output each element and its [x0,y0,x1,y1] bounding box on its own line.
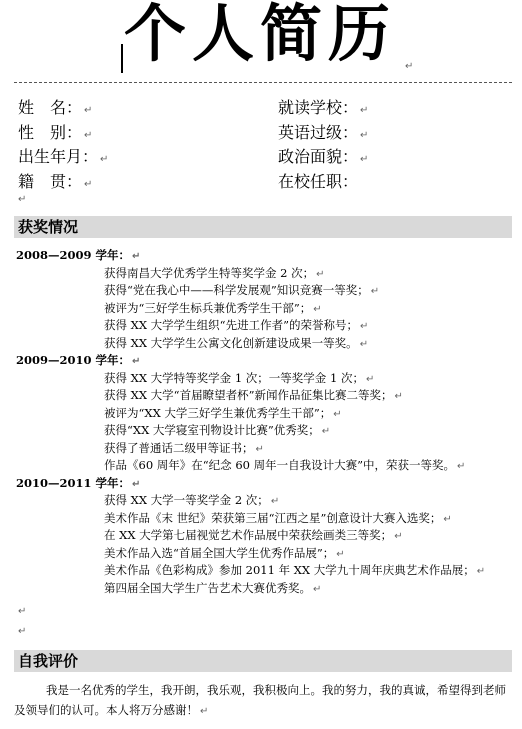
paragraph-mark-icon: ↵ [84,105,93,116]
paragraph-mark-icon: ↵ [360,154,369,165]
paragraph-mark-icon: ↵ [313,303,322,315]
awards-heading: 获奖情况 [18,218,79,236]
award-text: 获得 XX 大学“首届瞭望者杯”新闻作品征集比赛二等奖； [104,388,393,402]
label-english: 英语过级： [278,122,359,142]
paragraph-mark-icon: ↵ [360,105,369,116]
awards-list [16,247,516,597]
award-item [16,317,516,335]
paragraph-mark-icon: ↵ [132,478,141,490]
info-english-field[interactable] [278,123,368,146]
award-item [16,527,516,545]
award-item [16,300,516,318]
award-text: 被评为“XX 大学三好学生兼优秀学生干部”； [104,405,332,420]
paragraph-mark-icon: ↵ [100,154,109,165]
year-label: 2009—2010 学年： [16,353,131,367]
paragraph-mark-icon: ↵ [18,626,27,637]
award-text: 获得 XX 大学一等奖学金 2 次； [104,493,269,507]
info-row [18,98,512,123]
award-text: 获得“党在我心中——科学发展观”知识竞赛一等奖； [104,283,369,297]
paragraph-mark-icon: ↵ [359,321,369,332]
paragraph-mark-icon: ↵ [321,426,331,437]
year-label: 2008—2009 学年： [16,248,131,262]
award-item [16,580,516,598]
awards-section-bar [14,216,512,238]
year-heading [16,247,516,265]
award-item [16,562,516,580]
personal-info [18,98,512,196]
info-hometown-field[interactable] [18,172,92,195]
info-birth-field[interactable] [18,147,108,170]
paragraph-mark-icon: ↵ [132,251,141,262]
paragraph-mark-icon: ↵ [457,461,466,472]
paragraph-mark-icon: ↵ [365,373,375,385]
paragraph-mark-icon: ↵ [370,286,380,297]
award-text: 被评为“三好学生标兵兼优秀学生干部”； [104,300,312,315]
award-item [16,422,516,440]
self-eval-paragraph [14,680,514,722]
self-eval-text: 我是一名优秀的学生，我开朗，我乐观，我积极向上。我的努力，我的真诚，希望得到老师及领导们的认可。本人将万分感谢！ [14,683,506,717]
award-item [16,370,516,388]
page-title: 个人简历 [124,0,397,70]
award-item [16,545,516,563]
award-text: 获得 XX 大学学生组织“先进工作者”的荣誉称号； [104,318,358,332]
award-text: 作品《60 周年》在“纪念 60 周年一自我设计大赛”中，荣获一等奖。 [104,458,455,472]
label-school: 就读学校： [278,98,359,117]
info-school-field[interactable] [278,98,368,121]
award-text: 美术作品入选“首届全国大学生优秀作品展”； [104,545,335,560]
year-label: 2010—2011 学年： [16,475,131,490]
info-gender-field[interactable] [18,123,92,146]
award-text: 获得了普通话二级甲等证书； [104,440,254,455]
award-text: 美术作品《末 世纪》荣获第三届“江西之星”创意设计大赛入选奖； [104,510,442,525]
label-position: 在校任职： [278,171,359,191]
paragraph-mark-icon: ↵ [405,61,414,72]
award-item [16,387,516,405]
paragraph-mark-icon: ↵ [200,706,209,717]
award-item [16,335,516,353]
year-heading [16,475,516,493]
paragraph-mark-icon: ↵ [84,129,93,141]
label-political: 政治面貌： [278,147,359,166]
info-row [18,123,512,148]
info-position-field[interactable] [278,172,358,192]
title-area [0,0,522,78]
award-item [16,492,516,510]
paragraph-mark-icon: ↵ [132,356,141,367]
award-text: 在 XX 大学第七届视觉艺术作品展中荣获绘画类三等奖； [104,528,393,542]
award-item [16,265,516,283]
award-item [16,405,516,423]
paragraph-mark-icon: ↵ [359,338,369,350]
paragraph-mark-icon: ↵ [313,583,322,595]
award-item [16,510,516,528]
text-cursor [121,44,123,73]
info-row [18,172,512,197]
paragraph-mark-icon: ↵ [18,606,27,617]
paragraph-mark-icon: ↵ [255,443,264,455]
paragraph-mark-icon: ↵ [394,531,403,542]
paragraph-mark-icon: ↵ [316,268,325,280]
label-hometown: 籍 贯： [18,171,83,191]
info-political-field[interactable] [278,147,368,170]
self-eval-section-bar [14,650,512,672]
award-text: 第四届全国大学生广告艺术大赛优秀奖。 [104,580,311,595]
award-item [16,282,516,300]
paragraph-mark-icon: ↵ [443,513,452,525]
self-eval-heading: 自我评价 [18,652,79,670]
paragraph-mark-icon: ↵ [476,566,486,577]
label-gender: 性 别： [18,122,83,142]
award-text: 获得“XX 大学寝室刊物设计比赛”优秀奖； [104,423,320,437]
award-text: 美术作品《色彩构成》参加 2011 年 XX 大学九十周年庆典艺术作品展； [104,563,475,577]
paragraph-mark-icon: ↵ [333,408,342,420]
label-name: 姓 名： [18,98,83,117]
paragraph-mark-icon: ↵ [270,496,280,507]
award-text: 获得南昌大学优秀学生特等奖学金 2 次； [104,265,315,280]
info-row [18,147,512,172]
paragraph-mark-icon: ↵ [360,129,369,141]
paragraph-mark-icon: ↵ [336,548,345,560]
award-item [16,457,516,475]
award-text: 获得 XX 大学学生公寓文化创新建设成果一等奖。 [104,335,358,350]
year-heading [16,352,516,370]
paragraph-mark-icon: ↵ [18,194,27,205]
award-text: 获得 XX 大学特等奖学金 1 次；一等奖学金 1 次； [104,370,364,385]
dashed-divider [14,82,512,83]
award-item [16,440,516,458]
label-birth: 出生年月： [18,147,99,166]
info-name-field[interactable] [18,98,92,121]
paragraph-mark-icon: ↵ [84,178,93,190]
paragraph-mark-icon: ↵ [394,391,403,402]
